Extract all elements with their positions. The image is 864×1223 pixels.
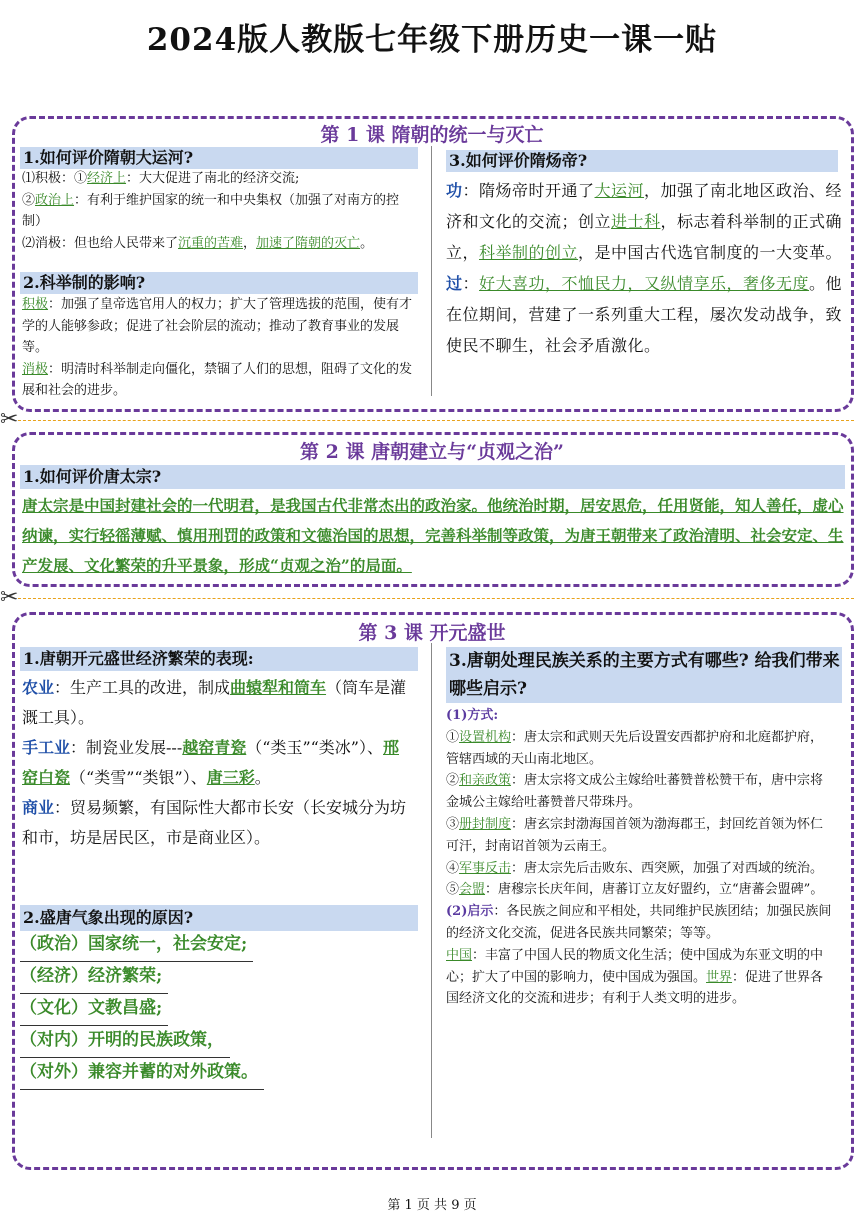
scissors-icon: ✂ (0, 407, 19, 432)
cut-line (18, 598, 854, 599)
l3-q3-answer: (1)方式: ①设置机构：唐太宗和武则天先后设置安西都护府和北庭都护府，管辖西域的天山南北地区。 ②和亲政策：唐太宗将文成公主嫁给吐蕃赞普松赞干布，唐中宗将金城公主嫁给吐蕃赞普尺带珠丹。 ③册封制度：唐玄宗封渤海国首领为渤海郡王，封回纥首领为怀仁可汗，封南诏首领为云南王。 ④军事反击：唐太宗先后击败东、西突厥，加强了对西域的统治。 ⑤会盟：唐穆宗长庆年间，唐蕃订立友好盟约，立“唐蕃会盟碑”。 (2)启示：各民族之间应和平相处，共同维护民族团结；加强民族间的经济文化交流，促进各民族共同繁荣；等等。 中国：丰富了中国人民的物质文化生活；使中国成为东亚文明的中心；扩大了中国的影响力，使中国成为强国。世界：促进了世界各国经济文化的交流和进步；有利于人类文明的进步。 (446, 708, 832, 1007)
cut-line (18, 420, 854, 421)
lesson-2-title: 第 2 课 唐朝建立与“贞观之治” (300, 441, 564, 463)
l1-q3-heading: 3.如何评价隋炀帝? (446, 150, 838, 172)
list-item: （文化）文教昌盛; (20, 994, 168, 1026)
list-item: （对外）兼容并蓄的对外政策。 (20, 1058, 264, 1090)
l1-q3-answer: 功：隋炀帝时开通了大运河，加强了南北地区政治、经济和文化的交流；创立进士科，标志着科举制的正式确立，科举制的创立，是中国古代选官制度的一大变革。 过：好大喜功，不恤民力，又纵情享乐，奢侈无度。他在位期间，营建了一系列重大工程，屡次发动战争，致使民不聊生，社会矛盾激化。 (446, 181, 843, 355)
l3-q3-heading: 3.唐朝处理民族关系的主要方式有哪些? 给我们带来哪些启示? (446, 647, 842, 703)
list-item: （经济）经济繁荣; (20, 962, 168, 994)
l1-q1-heading: 1.如何评价隋朝大运河? (20, 147, 418, 169)
l2-q1-heading: 1.如何评价唐太宗? (20, 465, 845, 489)
l3-q1-answer: 农业：生产工具的改进，制成曲辕犁和筒车（筒车是灌溉工具）。 手工业：制瓷业发展---越窑青瓷（“类玉”“类冰”）、邢窑白瓷（“类雪”“类银”）、唐三彩。 商业：贸易频繁，有国际性大都市长安（长安城分为坊和市，坊是居民区，市是商业区）。 (22, 678, 407, 847)
lesson-3-title: 第 3 课 开元盛世 (358, 622, 506, 644)
page-footer: 第 1 页 共 9 页 (387, 1198, 477, 1213)
lesson-1-title: 第 1 课 隋朝的统一与灭亡 (320, 124, 544, 146)
l2-q1-answer: 唐太宗是中国封建社会的一代明君，是我国古代非常杰出的政治家。他统治时期，居安思危，任用贤能，知人善任，虚心纳谏，实行轻徭薄赋、慎用刑罚的政策和文德治国的思想，完善科举制等政策，为唐王朝带来了政治清明、社会安定、生产发展、文化繁荣的升平景象，形成“贞观之治”的局面。 (22, 496, 844, 575)
l3-q2-heading: 2.盛唐气象出现的原因? (20, 905, 418, 931)
l1-q2-answer: 积极：加强了皇帝选官用人的权力；扩大了管理选拔的范围，使有才学的人能够参政；促进了社会阶层的流动；推动了教育事业的发展等。 消极：明清时科举制走向僵化，禁锢了人们的思想，阻碍了文化的发展和社会的进步。 (22, 297, 413, 398)
column-divider (431, 146, 432, 396)
l1-q2-heading: 2.科举制的影响? (20, 272, 418, 294)
column-divider (431, 643, 432, 1138)
scissors-icon: ✂ (0, 585, 19, 610)
list-item: （对内）开明的民族政策， (20, 1026, 230, 1058)
list-item: （政治）国家统一，社会安定; (20, 930, 253, 962)
l3-q2-list (20, 930, 310, 1090)
page-title: 2024版人教版七年级下册历史一课一贴 (146, 22, 718, 58)
l1-q1-answer: ⑴积极：①经济上：大大促进了南北的经济交流; ②政治上：有利于维护国家的统一和中央集权（加强了对南方的控制） ⑵消极：但也给人民带来了沉重的苦难，加速了隋朝的灭亡。 (22, 171, 400, 251)
l3-q1-heading: 1.唐朝开元盛世经济繁荣的表现: (20, 647, 418, 671)
